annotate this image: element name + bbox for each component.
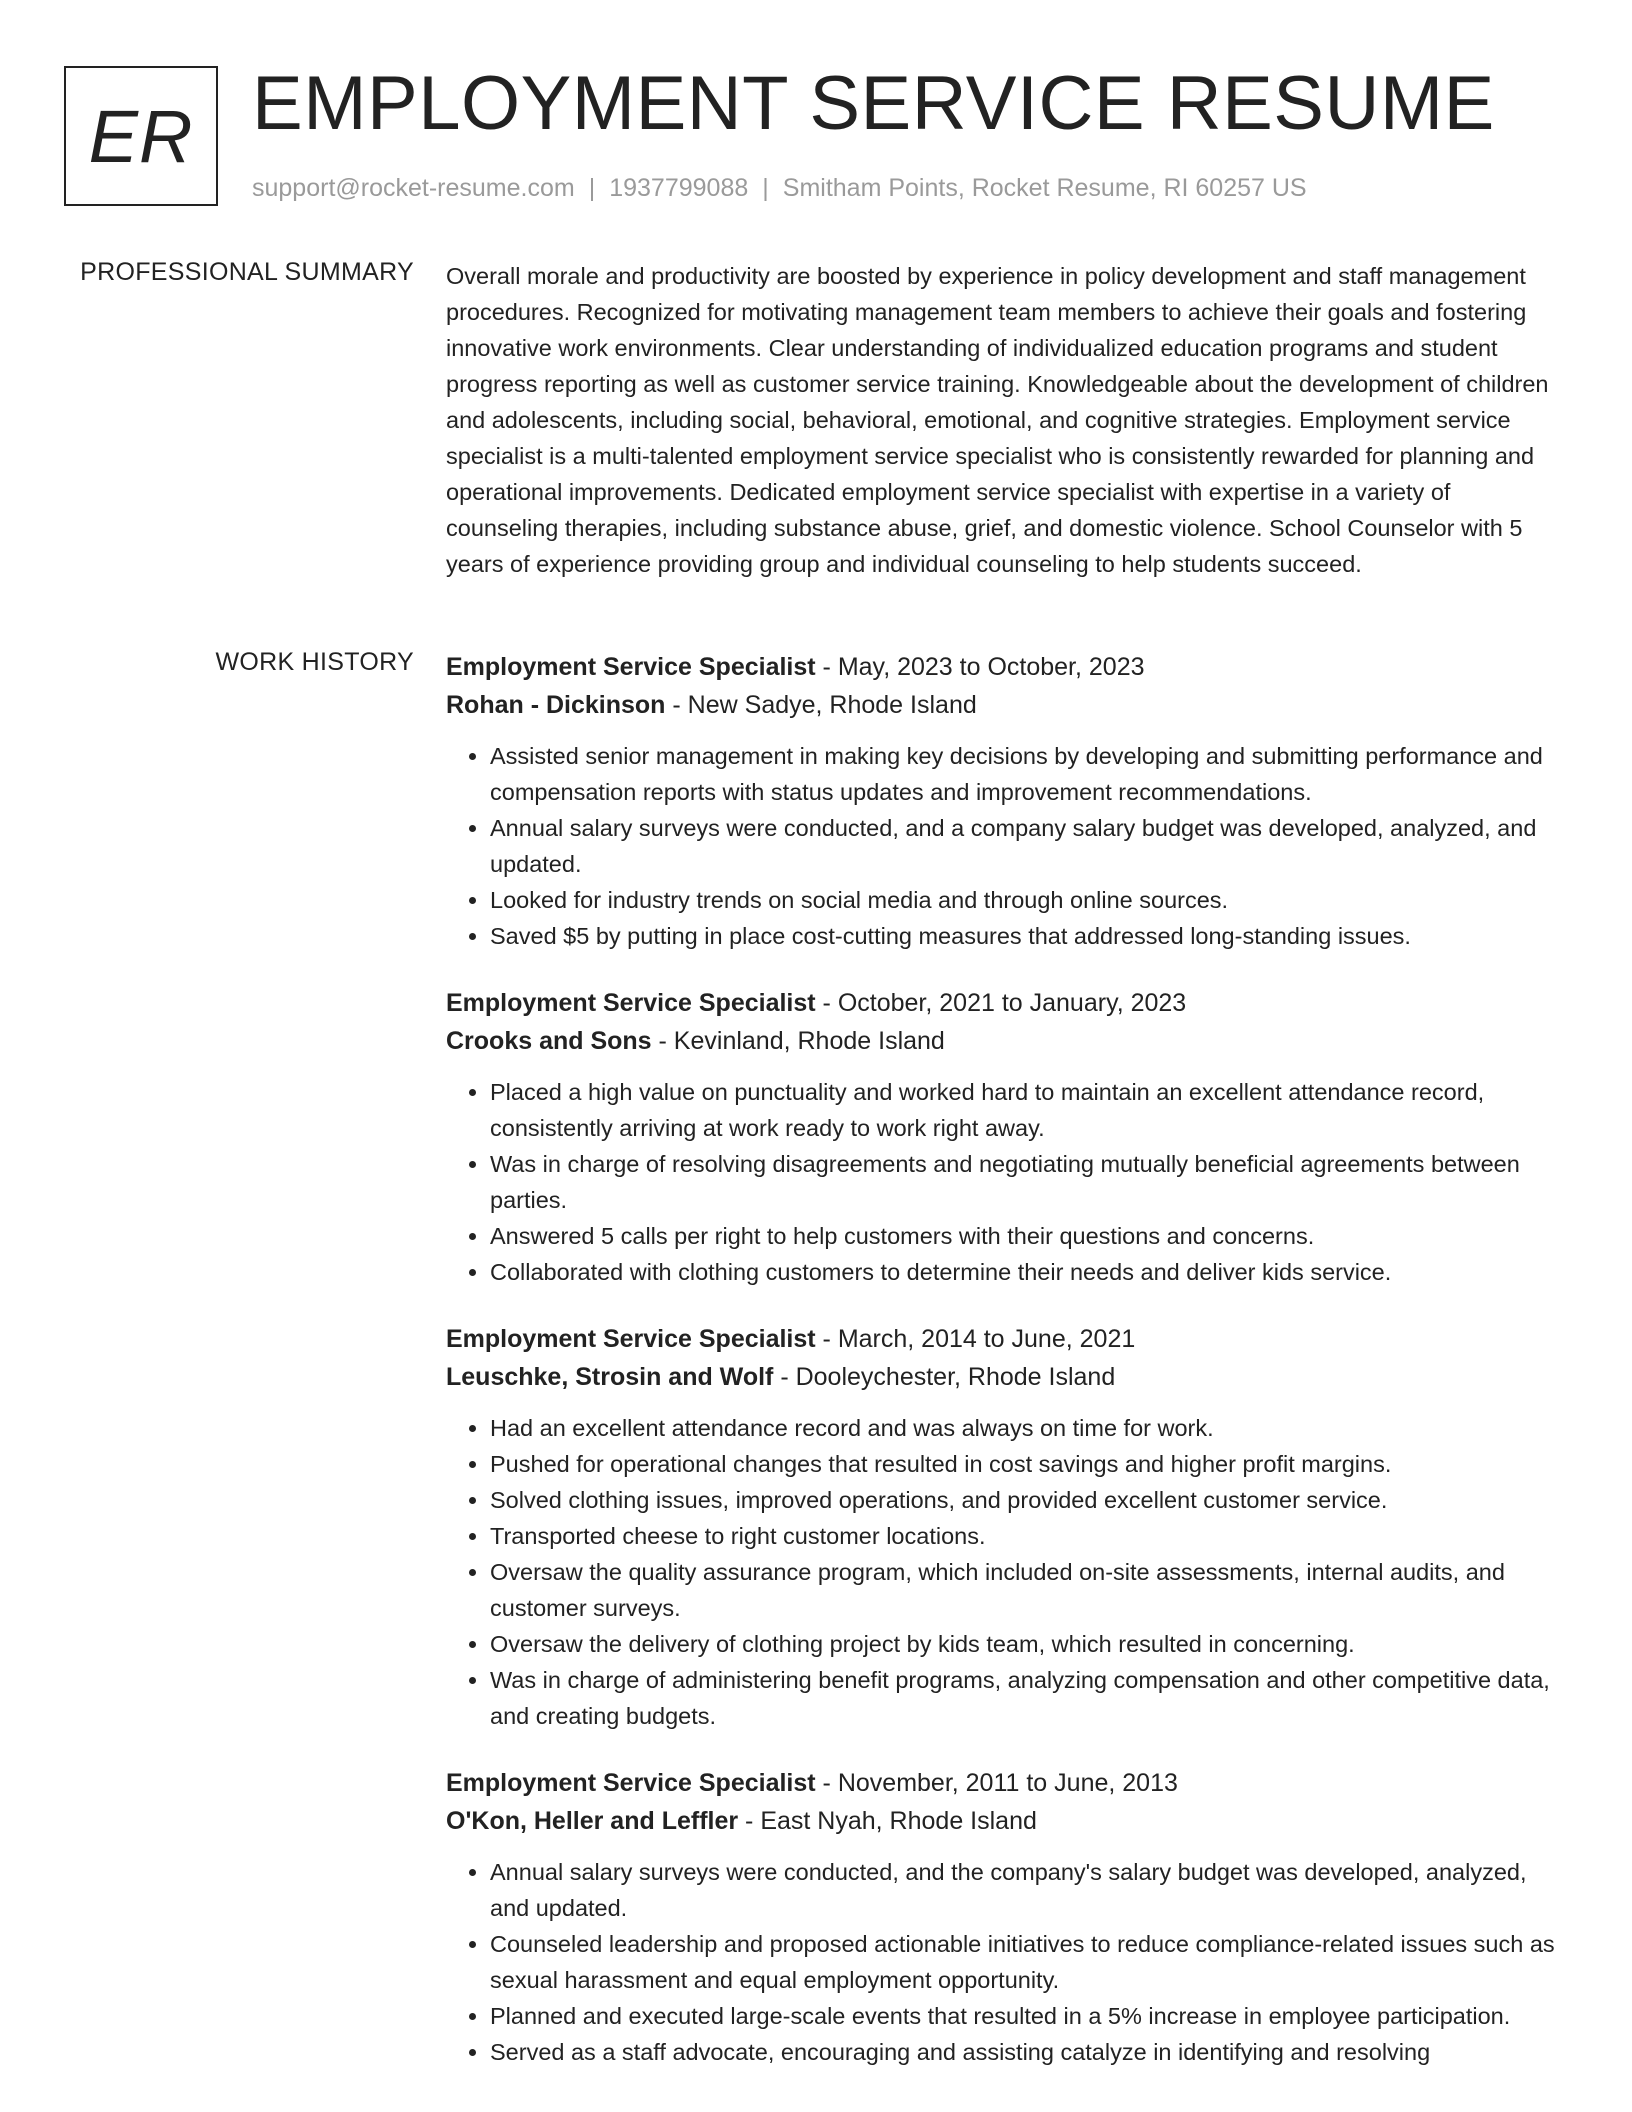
job-bullet: • Transported cheese to right customer locations. (490, 1518, 1568, 1554)
job-title: Employment Service Specialist (446, 653, 816, 681)
job-bullet: • Oversaw the quality assurance program, which included on-site assessments, internal audits, and customer surveys. (490, 1554, 1568, 1626)
summary-text: Overall morale and productivity are boosted by experience in policy development and staff management procedures. Recognized for motivating management team members to achieve their goals and fostering innovative work environments. Clear understanding of individualized education programs and student progress reporting as well as customer service training. Knowledgeable about the development of children and adolescents, including social, behavioral, emotional, and cognitive strategies. Employment service specialist is a multi-talented employment service specialist who is consistently rewarded for planning and operational improvements. Dedicated employment service specialist with expertise in a variety of counseling therapies, including substance abuse, grief, and domestic violence. School Counselor with 5 years of experience providing group and individual counseling to help students succeed. (446, 263, 1549, 577)
job-title: Employment Service Specialist (446, 989, 816, 1017)
job-title: Employment Service Specialist (446, 1325, 816, 1353)
job-bullet: • Solved clothing issues, improved operations, and provided excellent customer service. (490, 1482, 1568, 1518)
job-bullet: • Answered 5 calls per right to help customers with their questions and concerns. (490, 1218, 1568, 1254)
job-location: - East Nyah, Rhode Island (738, 1807, 1037, 1835)
job-bullet: • Assisted senior management in making key decisions by developing and submitting performance and compensation reports with status updates and improvement recommendations. (490, 738, 1568, 810)
job-bullet: • Collaborated with clothing customers to determine their needs and deliver kids service. (490, 1254, 1568, 1290)
job-company: Leuschke, Strosin and Wolf (446, 1363, 774, 1391)
job-title-line (446, 1764, 1568, 1802)
job-bullet: • Saved $5 by putting in place cost-cutting measures that addressed long-standing issues. (490, 918, 1568, 954)
summary-body (446, 258, 1568, 582)
job-dates: - October, 2021 to January, 2023 (815, 989, 1187, 1017)
summary-heading: PROFESSIONAL SUMMARY (80, 258, 414, 286)
contact-email: support@rocket-resume.com (252, 174, 575, 202)
job-bullet: • Was in charge of resolving disagreements and negotiating mutually beneficial agreements between parties. (490, 1146, 1568, 1218)
job-location: - Dooleychester, Rhode Island (773, 1363, 1116, 1391)
job-title: Employment Service Specialist (446, 1769, 816, 1797)
job-bullets (446, 1410, 1568, 1734)
job-company-line (446, 1802, 1568, 1840)
job-bullets (446, 1854, 1568, 2070)
job-bullet: • Oversaw the delivery of clothing project by kids team, which resulted in concerning. (490, 1626, 1568, 1662)
job-dates: - May, 2023 to October, 2023 (815, 653, 1145, 681)
contact-phone: 1937799088 (609, 174, 749, 202)
job-location: - Kevinland, Rhode Island (651, 1027, 945, 1055)
job-entry (446, 984, 1568, 1290)
job-bullet: • Was in charge of administering benefit programs, analyzing compensation and other competitive data, and creating budgets. (490, 1662, 1568, 1734)
job-location: - New Sadye, Rhode Island (665, 691, 977, 719)
job-dates: - November, 2011 to June, 2013 (815, 1769, 1178, 1797)
job-entry (446, 1320, 1568, 1734)
job-company: O'Kon, Heller and Leffler (446, 1807, 739, 1835)
monogram-logo: ER (64, 66, 218, 206)
job-title-line (446, 1320, 1568, 1358)
job-company-line (446, 1022, 1568, 1060)
contact-separator: | (762, 174, 769, 202)
job-dates: - March, 2014 to June, 2021 (815, 1325, 1136, 1353)
job-bullet: • Placed a high value on punctuality and worked hard to maintain an excellent attendance record, consistently arriving at work ready to work right away. (490, 1074, 1568, 1146)
job-bullet: • Annual salary surveys were conducted, and the company's salary budget was developed, analyzed, and updated. (490, 1854, 1568, 1926)
job-title-line (446, 648, 1568, 686)
job-company: Rohan - Dickinson (446, 691, 666, 719)
job-bullet: • Served as a staff advocate, encouraging and assisting catalyze in identifying and resolving (490, 2034, 1568, 2070)
job-bullet: • Pushed for operational changes that resulted in cost savings and higher profit margins. (490, 1446, 1568, 1482)
contact-line (252, 174, 1307, 203)
job-bullets (446, 1074, 1568, 1290)
job-bullet: • Annual salary surveys were conducted, and a company salary budget was developed, analyzed, and updated. (490, 810, 1568, 882)
work-history-body (446, 648, 1568, 2100)
job-company-line (446, 686, 1568, 724)
contact-separator: | (588, 174, 596, 202)
job-bullet: • Looked for industry trends on social media and through online sources. (490, 882, 1568, 918)
resume-title: EMPLOYMENT SERVICE RESUME (252, 61, 1495, 146)
job-entry (446, 648, 1568, 954)
job-bullet: • Had an excellent attendance record and was always on time for work. (490, 1410, 1568, 1446)
resume-header (64, 61, 1568, 216)
job-bullet: • Counseled leadership and proposed actionable initiatives to reduce compliance-related issues such as sexual harassment and equal employment opportunity. (490, 1926, 1568, 1998)
contact-address: Smitham Points, Rocket Resume, RI 60257 US (782, 174, 1307, 202)
job-company-line (446, 1358, 1568, 1396)
work-history-heading: WORK HISTORY (215, 648, 414, 676)
job-company: Crooks and Sons (446, 1027, 652, 1055)
job-title-line (446, 984, 1568, 1022)
job-bullet: • Planned and executed large-scale events that resulted in a 5% increase in employee participation. (490, 1998, 1568, 2034)
job-bullets (446, 738, 1568, 954)
job-entry (446, 1764, 1568, 2070)
